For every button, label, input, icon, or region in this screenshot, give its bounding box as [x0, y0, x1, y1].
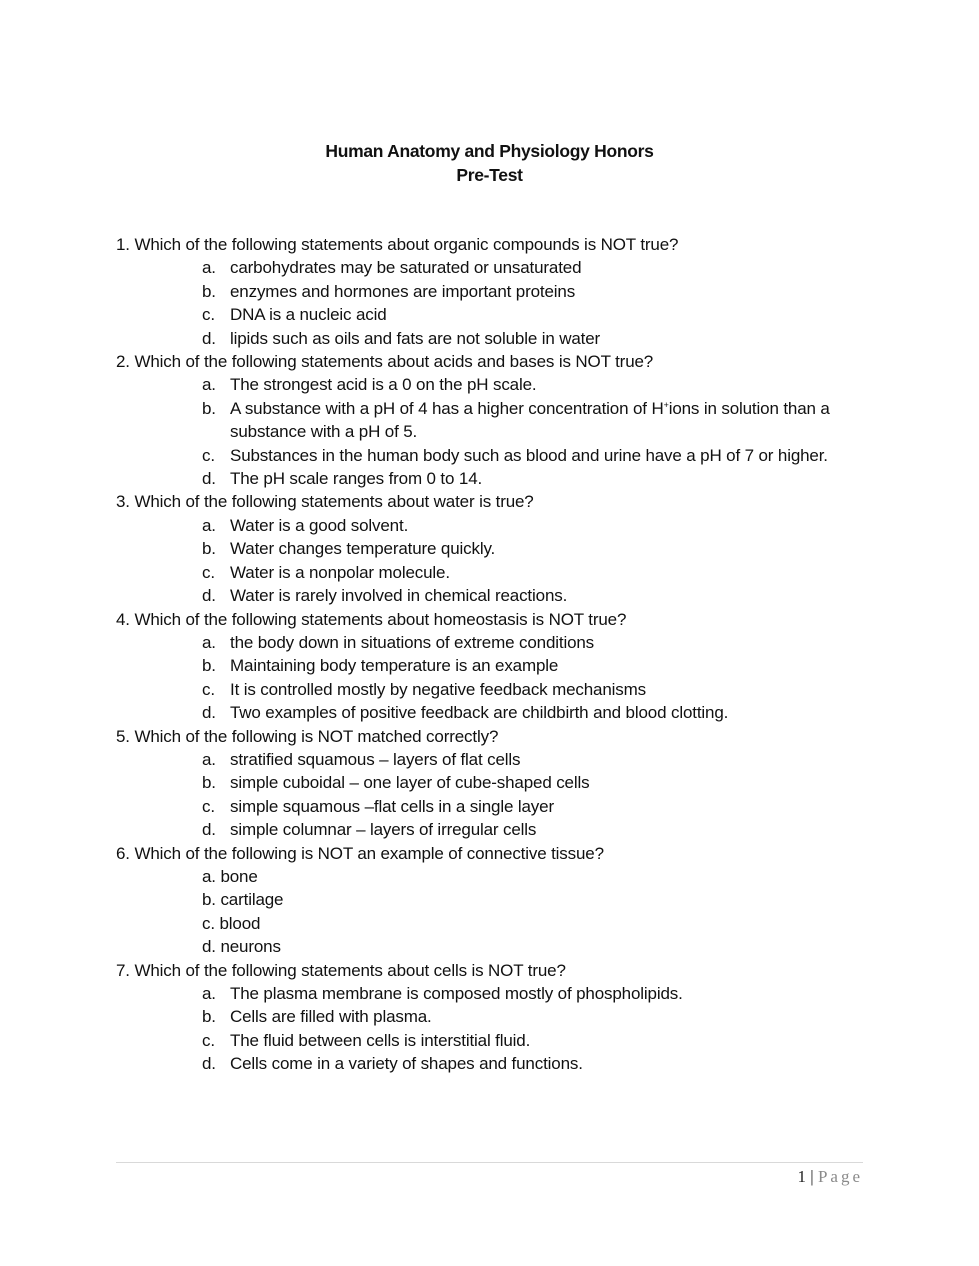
option-3b: b. Water changes temperature quickly.	[202, 539, 496, 559]
page-subtitle: Pre-Test	[456, 165, 523, 185]
question-7: 7. Which of the following statements about cells is NOT true?	[116, 960, 566, 980]
option-4c: c. It is controlled mostly by negative feedback mechanisms	[202, 679, 647, 699]
footer-separator: |	[810, 1167, 814, 1186]
option-7a: a. The plasma membrane is composed mostly of phospholipids.	[202, 984, 683, 1003]
page-number: 1	[797, 1167, 807, 1186]
question-5: 5. Which of the following is NOT matched correctly?	[116, 726, 499, 746]
option-6a: a. bone	[202, 866, 258, 886]
option-4a: a. the body down in situations of extreme conditions	[202, 632, 595, 652]
question-6: 6. Which of the following is NOT an example of connective tissue?	[116, 843, 604, 863]
page-label: Page	[817, 1167, 863, 1186]
option-3d: d. Water is rarely involved in chemical reactions.	[202, 586, 568, 606]
option-2a: a. The strongest acid is a 0 on the pH scale.	[202, 375, 537, 395]
option-5a: a. stratified squamous – layers of flat cells	[202, 749, 521, 769]
question-2: 2. Which of the following statements about acids and bases is NOT true?	[116, 352, 654, 372]
option-4d: d. Two examples of positive feedback are childbirth and blood clotting.	[202, 703, 729, 723]
question-1: 1. Which of the following statements about organic compounds is NOT true?	[116, 235, 679, 254]
option-6b: b. cartilage	[202, 890, 284, 910]
question-list	[116, 233, 876, 1076]
option-1b: b. enzymes and hormones are important proteins	[202, 281, 576, 301]
option-7c: c. The fluid between cells is interstitial fluid.	[202, 1030, 531, 1050]
option-7b: b. Cells are filled with plasma.	[202, 1007, 432, 1027]
page-title: Human Anatomy and Physiology Honors	[325, 141, 654, 161]
option-6c: c. blood	[202, 913, 261, 933]
option-2c: c. Substances in the human body such as blood and urine have a pH of 7 or higher.	[202, 445, 828, 465]
option-4b: b. Maintaining body temperature is an example	[202, 656, 559, 676]
footer-divider	[116, 1162, 863, 1163]
option-1a: a. carbohydrates may be saturated or unsaturated	[202, 258, 582, 278]
page-footer	[798, 1166, 863, 1188]
option-6d: d. neurons	[202, 937, 281, 957]
option-3a: a. Water is a good solvent.	[202, 515, 409, 535]
option-1d: d. lipids such as oils and fats are not soluble in water	[202, 328, 601, 348]
option-2b: b. A substance with a pH of 4 has a higher concentration of H+ions in solution than a substance with a pH of 5.	[202, 398, 830, 442]
option-5c: c. simple squamous –flat cells in a single layer	[202, 796, 554, 816]
option-5d: d. simple columnar – layers of irregular cells	[202, 820, 537, 840]
option-7d: d. Cells come in a variety of shapes and functions.	[202, 1054, 583, 1074]
option-2d: d. The pH scale ranges from 0 to 14.	[202, 469, 483, 489]
option-3c: c. Water is a nonpolar molecule.	[202, 562, 450, 582]
question-4: 4. Which of the following statements about homeostasis is NOT true?	[116, 609, 627, 629]
option-5b: b. simple cuboidal – one layer of cube-shaped cells	[202, 773, 590, 793]
option-1c: c. DNA is a nucleic acid	[202, 305, 387, 325]
question-3: 3. Which of the following statements about water is true?	[116, 492, 534, 512]
